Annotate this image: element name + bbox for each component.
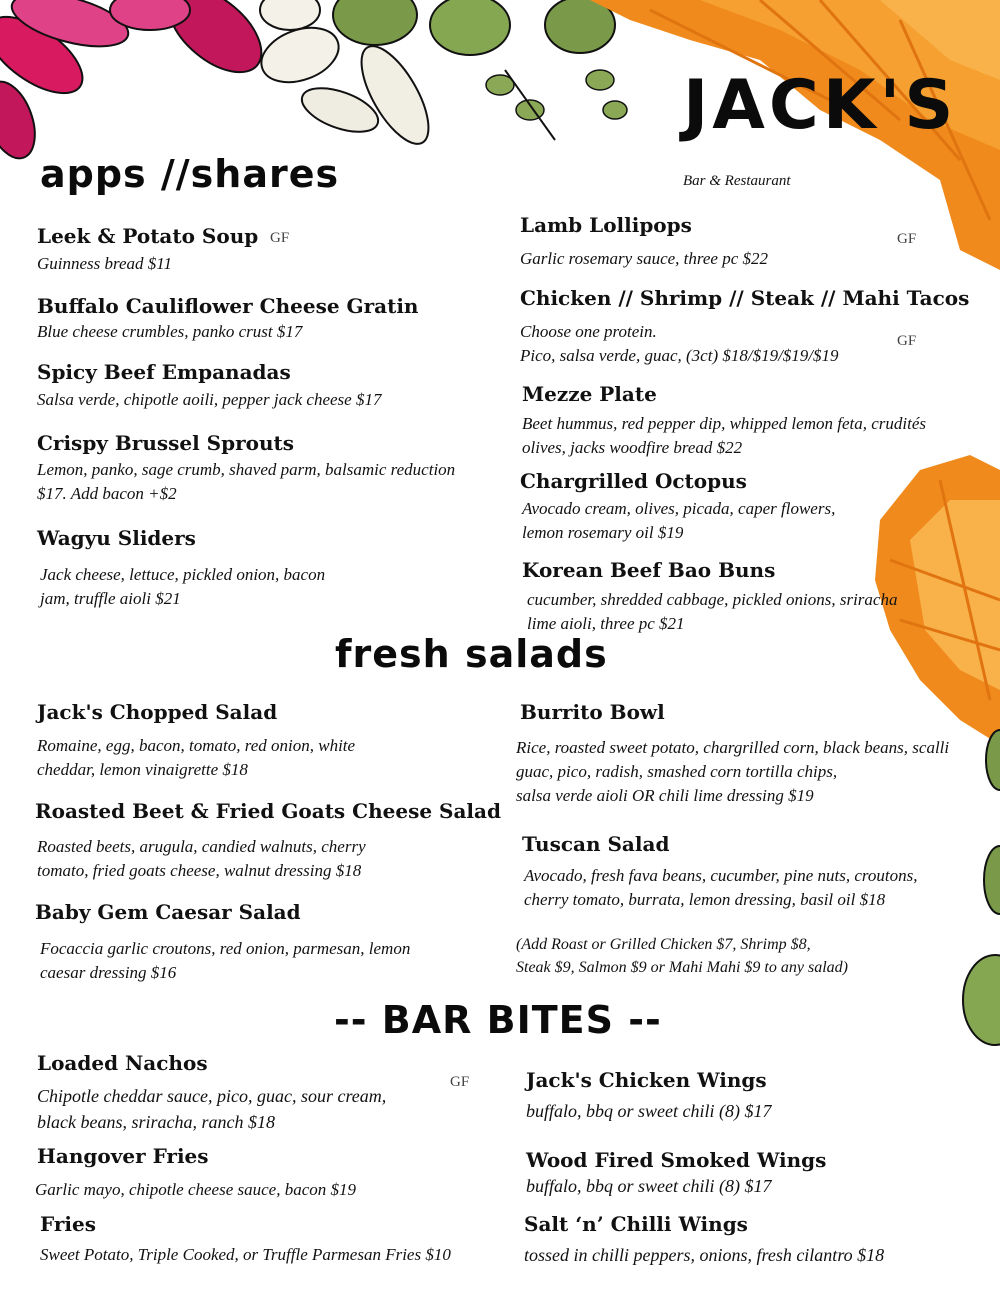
menu-item-name: Jack's Chicken Wings	[526, 1068, 767, 1092]
section-title-bar-bites: -- BAR BITES --	[334, 998, 662, 1042]
gf-label: GF	[897, 231, 917, 247]
menu-item-name: Fries	[40, 1212, 96, 1236]
menu-item-desc: tossed in chilli peppers, onions, fresh cilantro $18	[524, 1245, 885, 1265]
menu-item-name: Loaded Nachos	[37, 1051, 208, 1075]
menu-item-name: Hangover Fries	[37, 1144, 209, 1168]
menu-item-desc: Salsa verde, chipotle aoili, pepper jack cheese $17	[37, 390, 382, 409]
menu-item-name: Tuscan Salad	[522, 832, 670, 856]
menu-item-desc: Garlic mayo, chipotle cheese sauce, bacon $19	[35, 1180, 357, 1199]
menu-item-name: Spicy Beef Empanadas	[37, 360, 291, 384]
menu-item-name: Wagyu Sliders	[37, 526, 196, 550]
menu-item-name: Buffalo Cauliflower Cheese Gratin	[37, 294, 419, 318]
gf-label: GF	[450, 1074, 470, 1090]
menu-item-desc: Blue cheese crumbles, panko crust $17	[37, 322, 303, 341]
menu-item-name: Korean Beef Bao Buns	[522, 558, 776, 582]
section-title-salads: fresh salads	[335, 632, 608, 676]
brand-subtitle: Bar & Restaurant	[683, 173, 791, 189]
menu-item-desc: Beet hummus, red pepper dip, whipped lemon feta, crudités olives, jacks woodfire bread $22	[522, 414, 926, 457]
menu-item-name: Chargrilled Octopus	[520, 469, 747, 493]
menu-item-name: Jack's Chopped Salad	[37, 700, 278, 724]
menu-item-name: Mezze Plate	[522, 382, 657, 406]
menu-item-desc: Lemon, panko, sage crumb, shaved parm, balsamic reduction $17. Add bacon +$2	[37, 460, 456, 503]
menu-item-name: Burrito Bowl	[520, 700, 665, 724]
menu-item-desc: cucumber, shredded cabbage, pickled onions, sriracha lime aioli, three pc $21	[527, 590, 898, 633]
gf-label: GF	[270, 230, 290, 246]
menu-item-name: Crispy Brussel Sprouts	[37, 431, 295, 455]
menu-item-desc: Garlic rosemary sauce, three pc $22	[520, 249, 769, 268]
menu-item-desc: Avocado, fresh fava beans, cucumber, pine nuts, croutons, cherry tomato, burrata, lemon dressing, basil oil $18	[524, 866, 918, 909]
menu-item-desc: Sweet Potato, Triple Cooked, or Truffle Parmesan Fries $10	[40, 1245, 451, 1264]
menu-item-name: Leek & Potato Soup	[37, 224, 259, 248]
brand-name: JACK'S	[683, 66, 958, 145]
menu-item-desc: Roasted beets, arugula, candied walnuts, cherry tomato, fried goats cheese, walnut dressing $18	[37, 837, 366, 880]
menu-item-desc: Chipotle cheddar sauce, pico, guac, sour cream, black beans, sriracha, ranch $18	[37, 1086, 387, 1132]
gf-label: GF	[897, 333, 917, 349]
menu-item-desc: Avocado cream, olives, picada, caper flowers, lemon rosemary oil $19	[522, 499, 836, 542]
pink-flower-icon	[0, 0, 276, 165]
menu-item-desc: Jack cheese, lettuce, pickled onion, bacon jam, truffle aioli $21	[40, 565, 326, 608]
menu-item-desc: buffalo, bbq or sweet chili (8) $17	[526, 1176, 772, 1196]
menu-item-name: Wood Fired Smoked Wings	[526, 1148, 827, 1172]
menu-item-desc: Focaccia garlic croutons, red onion, parmesan, lemon caesar dressing $16	[40, 939, 411, 982]
menu-item-desc: Romaine, egg, bacon, tomato, red onion, white cheddar, lemon vinaigrette $18	[37, 736, 356, 779]
menu-item-desc: buffalo, bbq or sweet chili (8) $17	[526, 1101, 772, 1121]
salad-addon-note: (Add Roast or Grilled Chicken $7, Shrimp $8, Steak $9, Salmon $9 or Mahi Mahi $9 to any salad)	[516, 936, 848, 976]
menu-item-name: Roasted Beet & Fried Goats Cheese Salad	[35, 799, 501, 823]
menu-item-name: Baby Gem Caesar Salad	[35, 900, 301, 924]
section-title-apps: apps //shares	[40, 152, 340, 196]
menu-item-name: Salt ‘n’ Chilli Wings	[524, 1212, 748, 1236]
menu-item-name: Lamb Lollipops	[520, 213, 692, 237]
menu-item-desc: Guinness bread $11	[37, 254, 173, 273]
menu-item-desc: Choose one protein. Pico, salsa verde, guac, (3ct) $18/$19/$19/$19	[520, 322, 839, 365]
menu-item-desc: Rice, roasted sweet potato, chargrilled corn, black beans, scalli guac, pico, radish, smashed corn tortilla chips, salsa verde aioli OR chili lime dressing $19	[516, 738, 950, 805]
menu-item-name: Chicken // Shrimp // Steak // Mahi Tacos	[520, 286, 970, 310]
